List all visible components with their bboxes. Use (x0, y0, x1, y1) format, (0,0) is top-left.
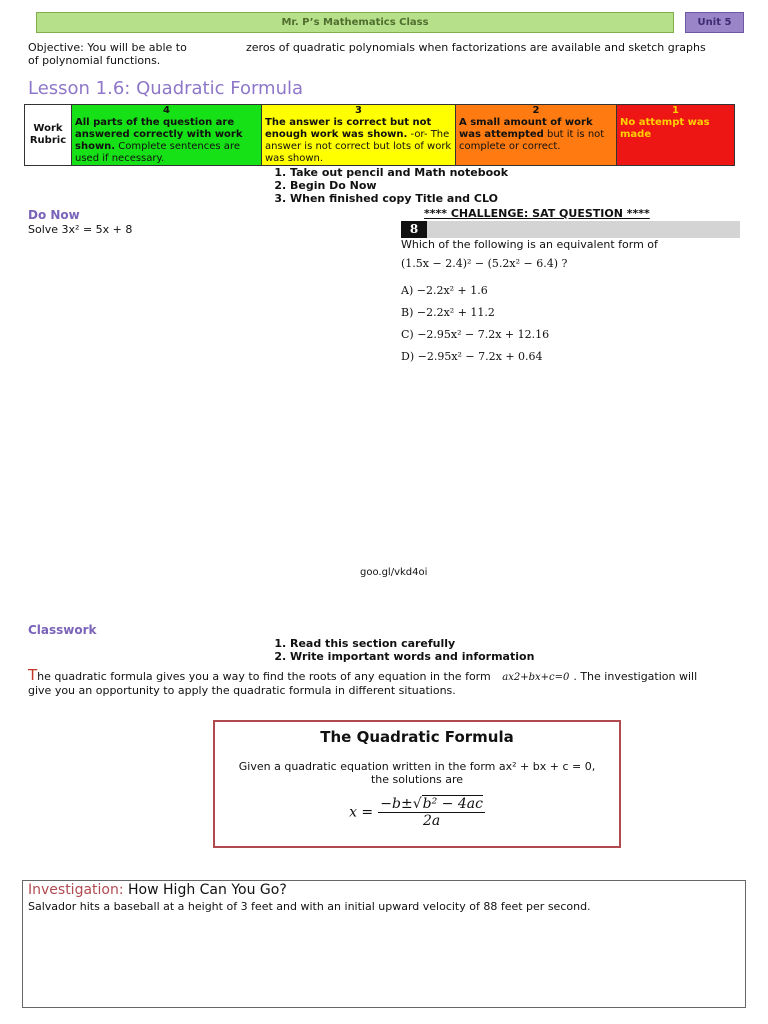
sat-question-text: Which of the following is an equivalent form of (401, 238, 658, 251)
formula-fraction (378, 796, 485, 829)
rubric-col-3 (262, 105, 456, 166)
rubric-text: Complete sentences are used if necessary. (75, 141, 240, 164)
objective-start: Objective: You will be able to (28, 41, 187, 54)
rubric-text: but it is not complete or correct. (459, 129, 605, 152)
classwork-heading: Classwork (28, 623, 97, 637)
quadratic-formula-box (213, 720, 621, 848)
class-title-banner: Mr. P’s Mathematics Class (36, 12, 674, 33)
rubric-score: 1 (672, 105, 679, 116)
sqrt-icon: √ (412, 796, 422, 812)
list-item: 3. When finished copy Title and CLO (290, 192, 508, 205)
sat-choice-b[interactable]: B) −2.2x² + 11.2 (401, 306, 495, 319)
formula-numerator (378, 796, 485, 813)
formula-lhs: x = (349, 804, 374, 821)
objective-middle: zeros of quadratic polynomials when factorizations are available and sketch graphs (246, 41, 706, 54)
investigation-title (28, 882, 740, 898)
list-item: 1. Take out pencil and Math notebook (290, 166, 508, 179)
intro-line-2: give you an opportunity to apply the quadratic formula in different situations. (28, 684, 456, 697)
radicand: b² − 4ac (422, 796, 483, 812)
rubric-bold-text: The answer is correct but not enough work was shown. (265, 117, 432, 140)
classwork-intro (28, 668, 748, 685)
list-item: 2. Begin Do Now (290, 179, 508, 192)
intro-form: ax2+bx+c=0 (502, 672, 570, 683)
intro-text: he quadratic formula gives you a way to find the roots of any equation in the form (37, 670, 491, 683)
formula-box-title: The Quadratic Formula (320, 728, 514, 746)
do-now-problem: Solve 3x² = 5x + 8 (28, 223, 133, 236)
numerator-left: −b± (380, 796, 413, 812)
rubric-score: 2 (532, 105, 540, 116)
sat-choice-d[interactable]: D) −2.95x² − 7.2x + 0.64 (401, 350, 543, 363)
list-item: 1. Read this section carefully (290, 637, 534, 650)
do-now-heading: Do Now (28, 208, 80, 222)
rubric-score: 3 (355, 105, 362, 116)
goo-link[interactable]: goo.gl/vkd4oi (360, 567, 428, 578)
investigation-text: Salvador hits a baseball at a height of 3 feet and with an initial upward velocity of 88 feet per second. (28, 900, 591, 913)
investigation-name: How High Can You Go? (128, 882, 287, 898)
formula-box-line-2: the solutions are (370, 773, 464, 786)
rubric-col-2 (456, 105, 617, 166)
quadratic-formula (215, 796, 619, 829)
rubric-text: -or- The answer is not correct but lots of work was shown. (265, 129, 452, 164)
rubric-col-4 (72, 105, 262, 166)
list-item: 2. Write important words and information (290, 650, 534, 663)
rubric-col-1 (617, 105, 735, 166)
sat-heading: **** CHALLENGE: SAT QUESTION **** (424, 207, 650, 220)
work-rubric-table (24, 104, 735, 166)
rubric-label: Work Rubric (25, 105, 72, 166)
rubric-bold-text: No attempt was made (620, 117, 710, 140)
investigation-box (22, 880, 746, 1008)
rubric-bold-text: All parts of the question are answered correctly with work shown. (75, 117, 243, 152)
drop-cap: T (28, 666, 38, 684)
lesson-title: Lesson 1.6: Quadratic Formula (28, 78, 304, 99)
rubric-score: 4 (163, 105, 170, 116)
rubric-bold-text: A small amount of work was attempted (459, 117, 593, 140)
sat-expression: (1.5x − 2.4)² − (5.2x² − 6.4) ? (401, 257, 568, 270)
sat-choice-c[interactable]: C) −2.95x² − 7.2x + 12.16 (401, 328, 550, 341)
classwork-steps-list (272, 637, 534, 663)
investigation-label: Investigation: (28, 882, 124, 898)
formula-denominator: 2a (422, 813, 441, 829)
unit-badge: Unit 5 (685, 12, 744, 33)
sat-choice-a[interactable]: A) −2.2x² + 1.6 (401, 284, 488, 297)
start-steps-list (272, 166, 508, 205)
sat-question-bar (401, 221, 740, 238)
intro-end: . The investigation will (573, 670, 698, 683)
sat-choices (401, 284, 549, 372)
objective-end: of polynomial functions. (28, 54, 161, 67)
sat-question-number: 8 (401, 221, 427, 238)
formula-box-line-1: Given a quadratic equation written in the form ax² + bx + c = 0, (238, 760, 596, 773)
